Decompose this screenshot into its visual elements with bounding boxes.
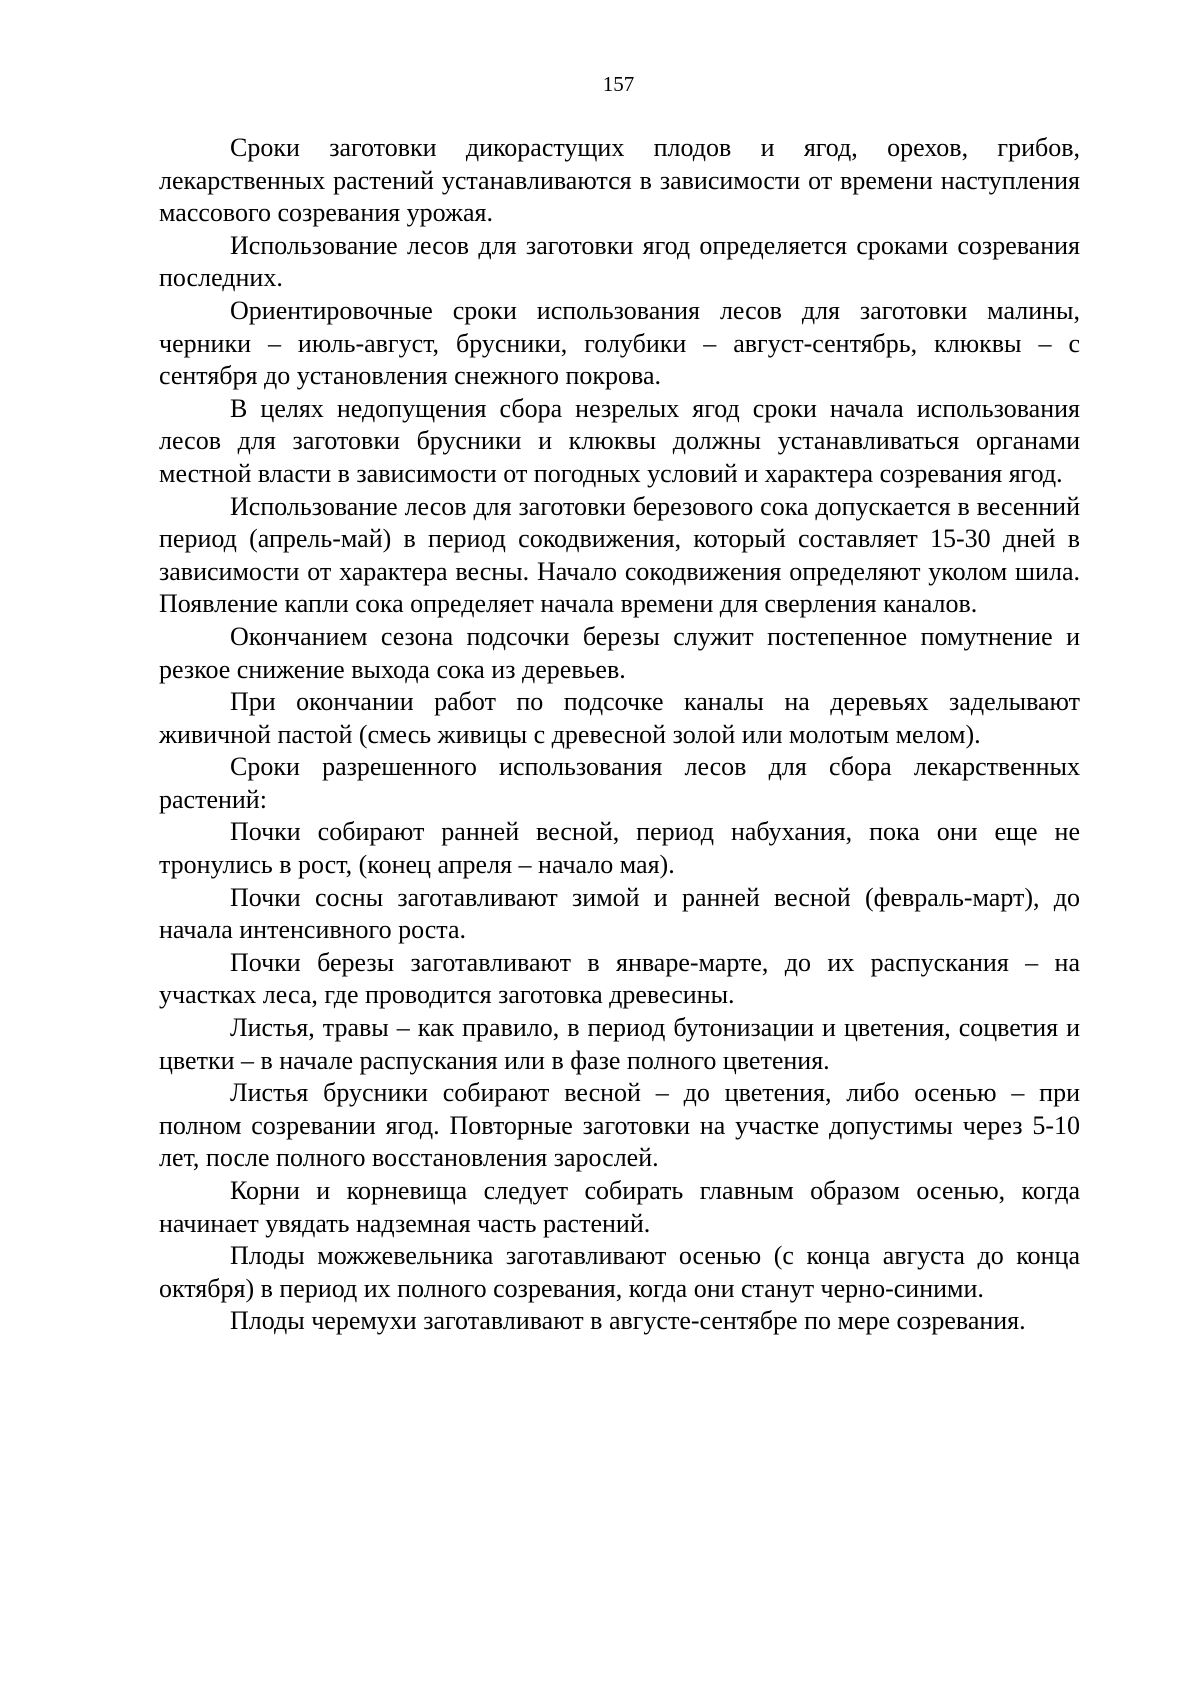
paragraph-berry-harvest: Использование лесов для заготовки ягод определяется сроками созревания последних.	[159, 230, 1080, 293]
paragraph-harvest-timing: Сроки заготовки дикорастущих плодов и ягод, орехов, грибов, лекарственных растений устанавливаются в зависимости от времени наступления массового созревания урожая.	[159, 133, 1080, 228]
paragraph-birch-buds: Почки березы заготавливают в январе-марте, до их распускания – на участках леса, где проводится заготовка древесины.	[159, 947, 1080, 1010]
paragraph-approximate-terms: Ориентировочные сроки использования лесов для заготовки малины, черники – июль-август, брусники, голубики – август-сентябрь, клюквы – с сентября до установления снежного покрова.	[159, 295, 1080, 391]
paragraph-tapping-season-end: Окончанием сезона подсочки березы служит постепенное помутнение и резкое снижение выхода сока из деревьев.	[159, 621, 1080, 684]
paragraph-lingonberry-leaves: Листья брусники собирают весной – до цветения, либо осенью – при полном созревании ягод. Повторные заготовки на участке допустимы через 5-10 лет, после полного восстановления зарослей.	[159, 1078, 1080, 1173]
paragraph-bird-cherry: Плоды черемухи заготавливают в августе-сентябре по мере созревания.	[230, 1306, 1026, 1336]
paragraph-pine-buds: Почки сосны заготавливают зимой и ранней весной (февраль-март), до начала интенсивного роста.	[159, 882, 1080, 945]
paragraph-medicinal-terms: Сроки разрешенного использования лесов для сбора лекарственных растений:	[159, 752, 1080, 814]
document-body	[159, 132, 1080, 1338]
paragraph-channel-sealing: При окончании работ по подсочке каналы на деревьях заделывают живичной пастой (смесь живицы с древесной золой или молотым мелом).	[159, 687, 1080, 749]
paragraph-leaves-herbs: Листья, травы – как правило, в период бутонизации и цветения, соцветия и цветки – в начале распускания или в фазе полного цветения.	[159, 1013, 1080, 1075]
paragraph-roots: Корни и корневища следует собирать главным образом осенью, когда начинает увядать надземная часть растений.	[159, 1176, 1080, 1238]
paragraph-buds: Почки собирают ранней весной, период набухания, пока они еще не тронулись в рост, (конец апреля – начало мая).	[159, 817, 1080, 880]
page-number: 157	[602, 72, 635, 96]
paragraph-juniper: Плоды можжевельника заготавливают осенью (с конца августа до конца октября) в период их полного созревания, когда они станут черно-синими.	[159, 1241, 1080, 1303]
paragraph-birch-sap: Использование лесов для заготовки березового сока допускается в весенний период (апрель-май) в период сокодвижения, который составляет 15-30 дней в зависимости от характера весны. Начало сокодвижения определяют уколом шила. Появление капли сока определяет начала времени для сверления каналов.	[159, 491, 1080, 619]
paragraph-unripe-prevention: В целях недопущения сбора незрелых ягод сроки начала использования лесов для заготовки брусники и клюквы должны устанавливаться органами местной власти в зависимости от погодных условий и характера созревания ягод.	[159, 393, 1080, 488]
